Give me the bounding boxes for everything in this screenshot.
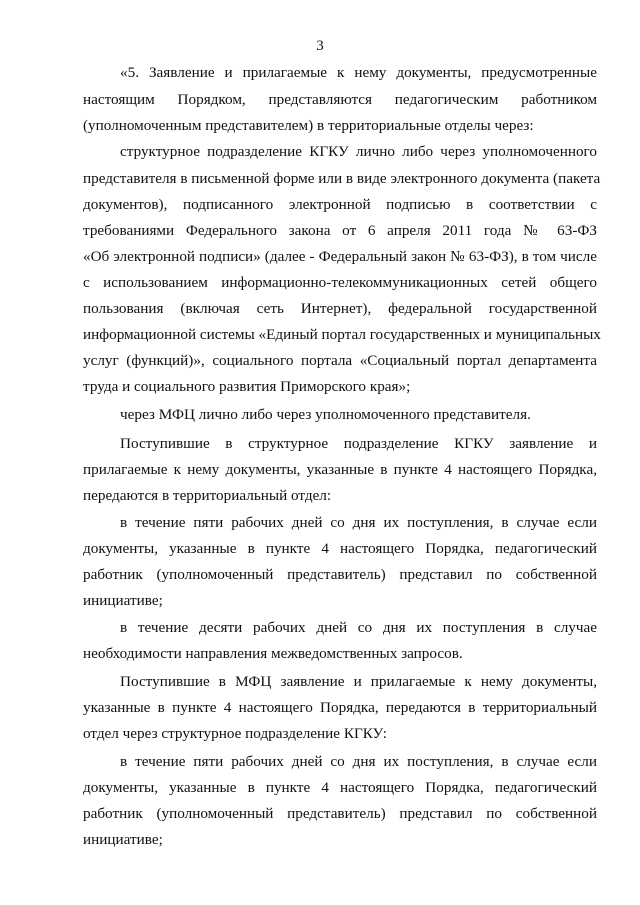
text-line: передаются в территориальный отдел: — [83, 487, 332, 504]
text-line: документы, указанные в пункте 4 настоящего Порядка, педагогический — [83, 540, 597, 557]
text-line: через МФЦ лично либо через уполномоченного представителя. — [120, 406, 531, 423]
text-line: пользования (включая сеть Интернет), федеральной государственной — [83, 300, 597, 317]
text-line: (уполномоченным представителем) в территориальные отделы через: — [83, 117, 534, 134]
text-line: в течение пяти рабочих дней со дня их поступления, в случае если — [120, 753, 597, 770]
text-line: настоящим Порядком, представляются педагогическим работником — [83, 91, 597, 108]
text-line: информационной системы «Единый портал государственных и муниципальных — [83, 326, 601, 343]
text-line: требованиями Федерального закона от 6 апреля 2011 года № 63-ФЗ — [83, 222, 597, 239]
text-line: услуг (функций)», социального портала «Социальный портал департамента — [83, 352, 597, 369]
text-line: документы, указанные в пункте 4 настоящего Порядка, педагогический — [83, 779, 597, 796]
text-line: инициативе; — [83, 831, 163, 848]
text-line: указанные в пункте 4 настоящего Порядка, передаются в территориальный — [83, 699, 597, 716]
text-line: Поступившие в МФЦ заявление и прилагаемые к нему документы, — [120, 673, 597, 690]
text-line: необходимости направления межведомственных запросов. — [83, 645, 463, 662]
text-line: представителя в письменной форме или в виде электронного документа (пакета — [83, 170, 601, 187]
page-number: 3 — [316, 38, 324, 54]
text-line: отдел через структурное подразделение КГКУ: — [83, 725, 387, 742]
text-line: структурное подразделение КГКУ лично либо через уполномоченного — [120, 143, 597, 160]
text-line: «Об электронной подписи» (далее - Федеральный закон № 63-ФЗ), в том числе — [83, 248, 597, 265]
text-line: Поступившие в структурное подразделение КГКУ заявление и — [120, 435, 597, 452]
text-line: работник (уполномоченный представитель) представил по собственной — [83, 566, 597, 583]
text-line: «5. Заявление и прилагаемые к нему документы, предусмотренные — [120, 64, 597, 81]
text-line: инициативе; — [83, 592, 163, 609]
text-line: в течение десяти рабочих дней со дня их поступления в случае — [120, 619, 597, 636]
text-line: работник (уполномоченный представитель) представил по собственной — [83, 805, 597, 822]
text-line: с использованием информационно-телекоммуникационных сетей общего — [83, 274, 597, 291]
text-line: документов), подписанного электронной подписью в соответствии с — [83, 196, 597, 213]
text-line: прилагаемые к нему документы, указанные в пункте 4 настоящего Порядка, — [83, 461, 597, 478]
text-line: в течение пяти рабочих дней со дня их поступления, в случае если — [120, 514, 597, 531]
text-line: труда и социального развития Приморского края»; — [83, 378, 411, 395]
